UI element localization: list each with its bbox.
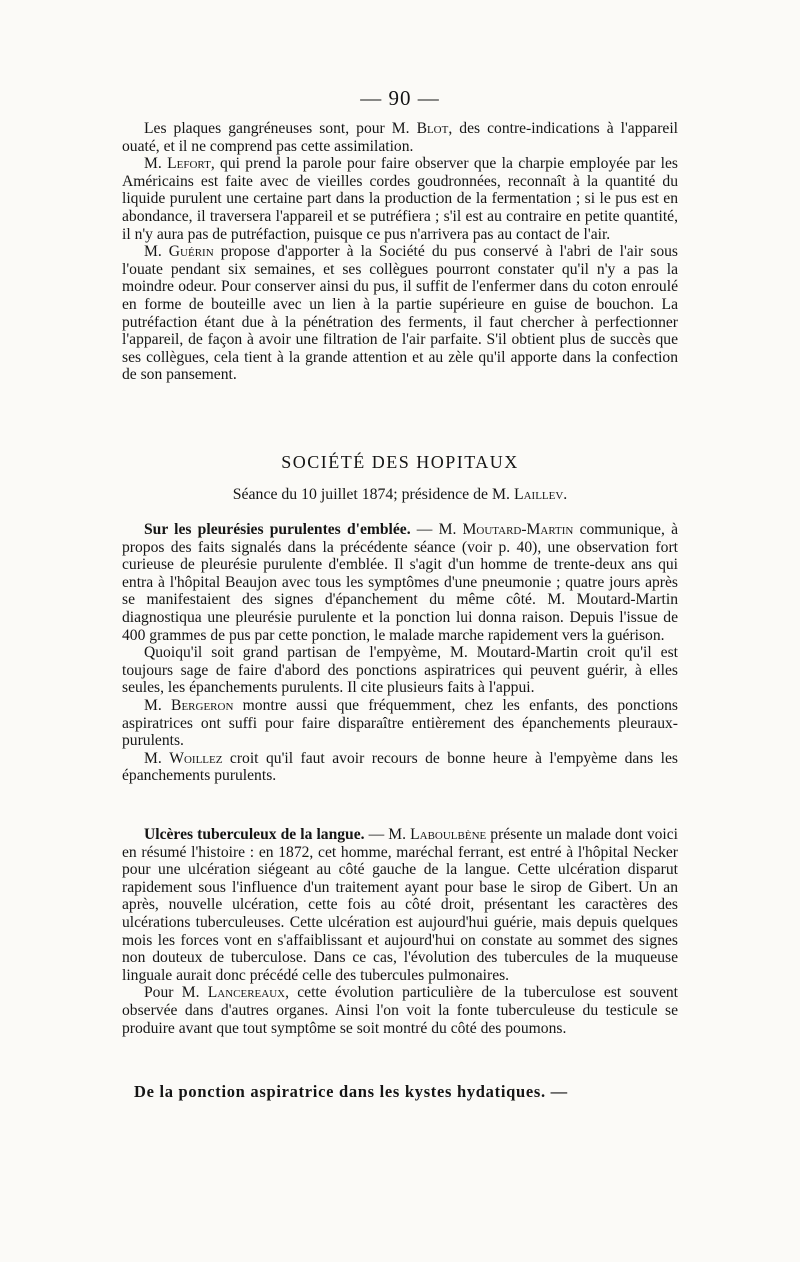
paragraph-lancereaux: Pour M. Lancereaux, cette évolution particulière de la tuberculose est souvent observée dans d'autres organes. Ainsi l'on voit la fonte tuberculeuse du testicule se produire avant que tout symptôme se soit montré du côté des poumons. (122, 984, 678, 1037)
author-name: Lefort (167, 155, 211, 173)
ulceres-section (122, 826, 678, 1037)
paragraph-blot: Les plaques gangréneuses sont, pour M. Blot, des contre-indications à l'appareil ouaté, et il ne comprend pas cette assimilation. (122, 120, 679, 155)
paragraph-woillez: M. Woillez croit qu'il faut avoir recours de bonne heure à l'empyème dans les épanchements purulents. (122, 749, 679, 785)
subsection-heading: Ulcères tuberculeux de la langue. (144, 826, 365, 843)
paragraph-lefort: M. Lefort, qui prend la parole pour faire observer que la charpie employée par les Américains est faite avec de vieilles cordes goudronnées, reconnaît à la quantité du liquide purulent une certaine part dans la production de la fermentation ; si le pus est en abondance, il traversera l'appareil et se putréfiera ; s'il est au contraire en petite quantité, il n'y aura pas de putréfaction, puisque ce pus n'arrivera pas au contact de l'air. (122, 155, 678, 243)
author-name: Guérin (168, 243, 214, 261)
author-name: Woillez (169, 749, 223, 767)
paragraph-bergeron: M. Bergeron montre aussi que fréquemment, chez les enfants, des ponctions aspiratrices ont suffi pour faire disparaître entièrement des épanchements pleuraux-purulents. (122, 696, 678, 750)
session-line: Séance du 10 juillet 1874; présidence de M. Laillev. (232, 486, 568, 503)
author-name: Moutard-Martin (462, 521, 574, 538)
paragraph-moutard-martin: Sur les pleurésies purulentes d'emblée. — M. Moutard-Martin communique, à propos des faits signalés dans la précédente séance (voir p. 40), une observation fort curieuse de pleurésie purulente d'emblée. Il s'agit d'un homme de trente-deux ans qui entra à l'hôpital Beaujon avec tous les symptômes d'une pneumonie ; quatre jours après se manifestaient des signes d'épanchement du même côté. M. Moutard-Martin diagnostiqua une pleurésie purulente et la ponction lui donna raison. Depuis l'issue de 400 grammes de pus par cette ponction, le malade marche rapidement vers la guérison. (122, 521, 678, 644)
author-name: Laboulbène (410, 826, 487, 843)
paragraph-laboulbene: Ulcères tuberculeux de la langue. — M. Laboulbène présente un malade dont voici en résumé l'histoire : en 1872, cet homme, maréchal ferrant, est entré à l'hôpital Necker pour une ulcération siégeant au côté gauche de la langue. Cette ulcération disparut rapidement sous l'influence d'un traitement ayant pour base le sirop de Gibert. Un an après, nouvelle ulcération, cette fois au côté droit, présentant les caractères des ulcérations tuberculeuses. Cette ulcération est aujourd'hui guérie, mais depuis quelques mois les forces vont en s'affaiblissant et aujourd'hui on constate au sommet des signes non douteux de tuberculose. Dans ce cas, l'évolution des tubercules de la muqueuse linguale aurait donc précédé celle des tubercules pulmonaires. (122, 826, 679, 984)
paragraph-guerin: M. Guérin propose d'apporter à la Société du pus conservé à l'abri de l'air sous l'ouate pendant six semaines, et ses collègues pourront constater qu'il n'y a pas la moindre odeur. Pour conserver ainsi du pus, il suffit de l'enfermer dans du coton enroulé en forme de bouteille avec un lien à la partie supérieure en guise de bouchon. La putréfaction étant due à la pénétration des ferments, il faut chercher à perfectionner l'appareil, de façon à avoir une filtration de l'air parfaite. S'il obtient plus de succès que ses collègues, cela tient à la grande attention et au zèle qu'il apporte dans la confection de son pansement. (122, 243, 678, 384)
next-subsection-heading: De la ponction aspiratrice dans les kystes hydatiques. — (134, 1082, 568, 1101)
intro-discussion (122, 120, 678, 384)
author-name: Lancereaux (207, 984, 286, 1002)
pleuresie-section (122, 521, 678, 785)
president-name: Laillev. (513, 486, 568, 503)
author-name: Blot (416, 120, 449, 137)
section-title: SOCIÉTÉ DES HOPITAUX (281, 452, 519, 472)
author-name: Bergeron (171, 696, 234, 714)
subsection-heading: Sur les pleurésies purulentes d'emblée. (144, 521, 411, 538)
paragraph-empyeme: Quoiqu'il soit grand partisan de l'empyème, M. Moutard-Martin croit qu'il est toujours sage de faire d'abord des ponctions aspiratrices qui peuvent guérir, à elles seules, les épanchements purulents. Il cite plusieurs faits à l'appui. (122, 644, 678, 697)
page-number: — 90 — (360, 86, 440, 110)
